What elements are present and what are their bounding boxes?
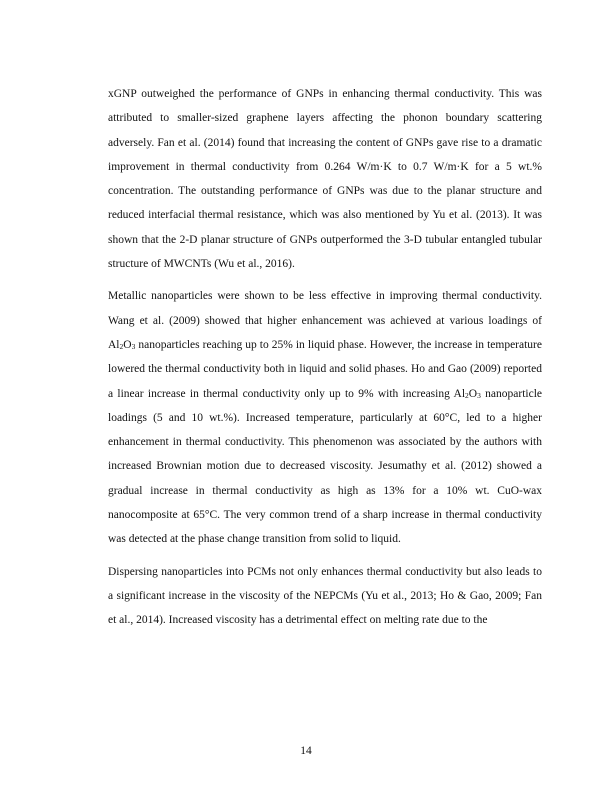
text-segment: nanoparticles reaching up to 25% in liquid phase. However, the increase in temperature lowered the thermal conductivity both in liquid and solid phases. Ho and Gao (2009) reported a linear increase in thermal conductivity only up to 9% with increasing	[108, 338, 542, 400]
text-segment: Metallic nanoparticles were shown to be less effective in improving thermal conductivity. Wang et al. (2009) showed that higher enhancement was achieved at various loadings of	[108, 290, 542, 327]
body-text	[108, 82, 542, 641]
text-segment: nanoparticle loadings (5 and 10 wt.%). Increased temperature, particularly at 60°C, led to a higher enhancement in thermal conductivity. This phenomenon was associated by the authors with increased Brownian motion due to decreased viscosity. Jesumathy et al. (2012) showed a gradual increase in thermal conductivity as high as 13% for a 10% wt. CuO-wax nanocomposite at 65°C. The very common trend of a sharp increase in thermal conductivity was detected at the phase change transition from solid to liquid.	[108, 387, 542, 546]
chemical-formula-al2o3: $Al_2O_3$	[453, 387, 481, 400]
paragraph-metallic-nanoparticles	[108, 284, 542, 551]
paragraph-graphene-nanoplatelets: xGNP outweighed the performance of GNPs in enhancing thermal conductivity. This was attributed to smaller-sized graphene layers affecting the phonon boundary scattering adversely. Fan et al. (2014) found that increasing the content of GNPs gave rise to a dramatic improvement in thermal conductivity from 0.264 W/m·K to 0.7 W/m·K for a 5 wt.% concentration. The outstanding performance of GNPs was due to the planar structure and reduced interfacial thermal resistance, which was also mentioned by Yu et al. (2013). It was shown that the 2-D planar structure of GNPs outperformed the 3-D tubular entangled tubular structure of MWCNTs (Wu et al., 2016).	[108, 88, 542, 271]
page-number: 14	[300, 745, 312, 757]
paragraph-viscosity: Dispersing nanoparticles into PCMs not only enhances thermal conductivity but also leads to a significant increase in the viscosity of the NEPCMs (Yu et al., 2013; Ho & Gao, 2009; Fan et al., 2014). Increased viscosity has a detrimental effect on melting rate due to the	[108, 565, 542, 627]
chemical-formula-al2o3: $Al_2O_3$	[108, 338, 136, 351]
